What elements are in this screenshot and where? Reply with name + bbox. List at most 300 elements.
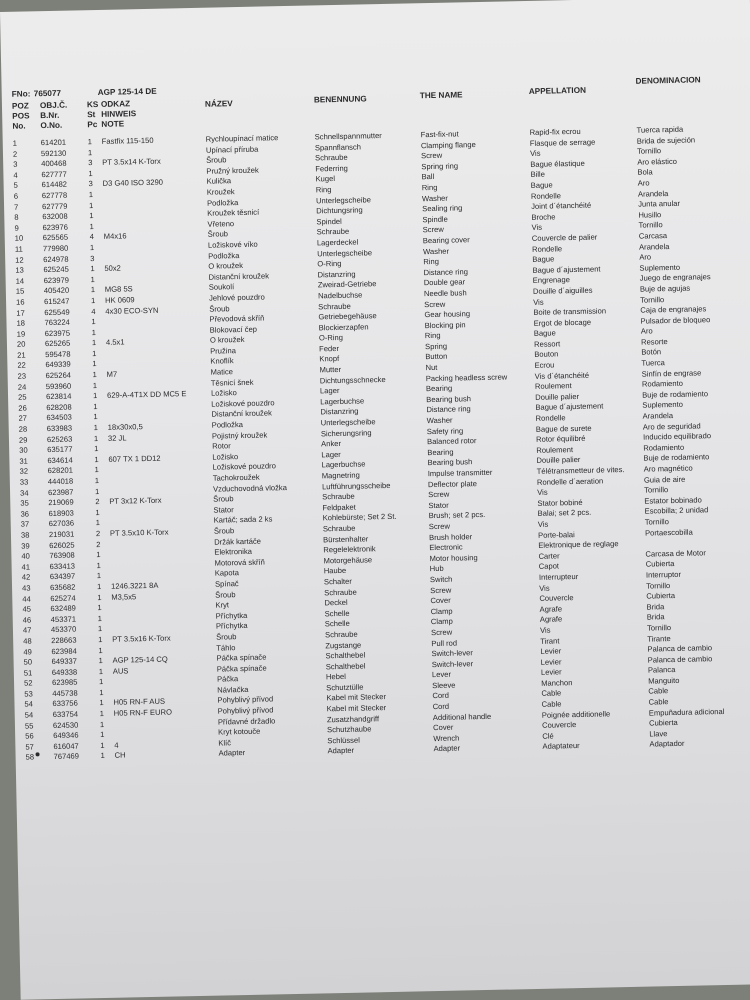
row-name-en: Bearing bush xyxy=(427,457,473,468)
row-quantity: 1 xyxy=(98,677,104,687)
row-name-es: Palanca de cambio xyxy=(647,653,713,665)
row-name-es: Botón xyxy=(641,347,662,358)
row-position: 56 xyxy=(25,731,34,741)
row-position: 35 xyxy=(20,498,29,508)
row-name-cz: Těsnicí šnek xyxy=(210,377,254,388)
row-name-cz: Ložisko xyxy=(212,451,239,462)
row-position: 2 xyxy=(12,149,18,159)
row-name-cz: Stator xyxy=(213,504,234,515)
row-position: 6 xyxy=(13,191,19,201)
row-name-es: Interruptor xyxy=(645,569,682,580)
row-name-de: Schraube xyxy=(325,629,358,640)
row-position: 17 xyxy=(16,308,25,318)
row-position: 14 xyxy=(15,276,25,286)
row-name-cz: Páčka xyxy=(216,674,239,684)
col-ono: O.No. xyxy=(40,120,63,131)
row-quantity: 1 xyxy=(92,380,98,390)
row-name-de: Knopf xyxy=(319,354,340,364)
col-hinweis: HINWEIS xyxy=(101,109,137,119)
row-name-fr: Ressort xyxy=(533,339,561,349)
row-position: 46 xyxy=(22,615,32,625)
row-name-de: Nadelbuchse xyxy=(317,290,363,301)
row-name-fr: Bague élastique xyxy=(530,158,585,169)
row-name-fr: Douille palier xyxy=(536,455,581,466)
row-position: 10 xyxy=(14,233,24,244)
row-note: 32 JL xyxy=(107,433,127,443)
row-name-es: Rodamiento xyxy=(643,442,685,453)
row-part-number: 779980 xyxy=(42,243,69,254)
row-name-fr: Bague xyxy=(530,180,553,190)
row-name-de: Kabel mit Stecker xyxy=(326,692,387,703)
row-name-fr: Manchon xyxy=(541,678,573,688)
row-name-cz: Ložisko xyxy=(210,388,237,398)
row-name-cz: Páčka spínače xyxy=(216,652,267,663)
row-position: 53 xyxy=(24,689,33,699)
row-quantity: 1 xyxy=(99,719,105,729)
row-name-en: Balanced rotor xyxy=(427,436,477,447)
row-part-number: 627777 xyxy=(41,169,67,179)
row-name-en: Spindle xyxy=(422,214,448,224)
row-name-cz: Kryt kotouče xyxy=(218,726,261,737)
row-part-number: 615247 xyxy=(43,296,70,307)
row-name-en: Screw xyxy=(430,585,452,595)
row-quantity: 1 xyxy=(96,571,102,581)
row-name-fr: Elektronique de reglage xyxy=(538,539,619,550)
row-name-es: Inducido equilibrado xyxy=(642,431,712,442)
row-name-es: Guia de aire xyxy=(643,474,686,485)
row-name-es: Portaescobilla xyxy=(644,527,693,538)
row-part-number: 634503 xyxy=(46,413,72,423)
row-position: 9 xyxy=(14,223,19,233)
row-name-en: Additional handle xyxy=(432,711,492,722)
row-position: 38 xyxy=(20,530,30,540)
row-name-de: Distanzring xyxy=(317,269,356,280)
row-name-en: Washer xyxy=(426,415,453,426)
row-note: Fastfix 115-150 xyxy=(101,135,154,146)
row-quantity: 1 xyxy=(99,698,104,708)
row-name-de: Schalthebel xyxy=(325,650,366,661)
row-name-fr: Flasque de serrage xyxy=(529,137,596,148)
row-name-cz: Ložiskové pouzdro xyxy=(211,398,275,409)
row-name-es: Aro elástico xyxy=(637,156,678,167)
row-name-es: Brida de sujeción xyxy=(636,135,696,146)
row-name-es: Junta anular xyxy=(638,198,681,209)
row-name-en: Nut xyxy=(425,362,438,373)
row-name-cz: Kapota xyxy=(214,568,239,578)
row-name-en: Stator xyxy=(428,500,449,510)
row-quantity: 1 xyxy=(95,518,101,528)
row-name-fr: Bague de surete xyxy=(535,423,592,434)
row-name-en: Sleeve xyxy=(432,680,456,690)
row-position: 30 xyxy=(19,445,28,455)
row-quantity: 1 xyxy=(97,603,102,613)
row-quantity: 1 xyxy=(97,624,103,634)
row-part-number: 623985 xyxy=(51,677,78,688)
row-name-es: Tornillo xyxy=(640,294,665,305)
row-name-en: Motor housing xyxy=(429,552,478,563)
row-name-fr: Cable xyxy=(541,699,562,709)
row-name-de: Schutztülle xyxy=(326,682,364,693)
fno-value: 765077 xyxy=(33,88,62,99)
row-name-cz: Kryt xyxy=(215,600,230,610)
row-quantity: 1 xyxy=(94,486,100,496)
row-name-en: Gear housing xyxy=(424,309,471,320)
row-name-cz: Táhlo xyxy=(216,642,236,653)
row-name-en: Hub xyxy=(429,564,444,574)
row-part-number: 445738 xyxy=(52,688,78,698)
row-position: 28 xyxy=(18,424,28,434)
row-name-es: Tornillo xyxy=(636,146,662,156)
row-position: 54 xyxy=(24,710,34,720)
row-name-fr: Levier xyxy=(540,657,562,667)
row-quantity: 1 xyxy=(97,613,103,623)
row-name-cz: Vřeteno xyxy=(207,218,235,229)
row-quantity: 1 xyxy=(93,423,99,433)
row-note: 1246.3221 8A xyxy=(110,580,159,591)
row-part-number: 767469 xyxy=(53,751,80,762)
row-part-number: 628201 xyxy=(47,465,74,476)
row-quantity: 1 xyxy=(96,560,101,570)
row-name-es: Pulsador de bloqueo xyxy=(640,314,711,326)
row-name-fr: Poignée additionelle xyxy=(541,709,611,720)
row-quantity: 1 xyxy=(91,317,96,327)
row-name-fr: Roulement xyxy=(536,444,574,455)
row-name-fr: Bille xyxy=(530,170,545,180)
row-name-en: Screw xyxy=(430,627,453,638)
row-part-number: 614201 xyxy=(40,137,67,148)
row-name-de: Regelelektronik xyxy=(323,544,376,555)
row-position: 11 xyxy=(14,244,23,254)
row-name-es: Buje de rodamiento xyxy=(642,389,709,400)
row-part-number: 625263 xyxy=(46,434,73,444)
row-name-en: Wrench xyxy=(433,733,460,743)
row-part-number: 623814 xyxy=(45,391,72,402)
row-name-cz: Vzduchovodná vložka xyxy=(212,482,287,494)
row-part-number: 634397 xyxy=(49,571,76,582)
row-part-number: 625245 xyxy=(43,264,69,275)
row-name-de: Lagerbuchse xyxy=(320,396,365,407)
fno-label: FNo: xyxy=(11,89,31,99)
row-name-es: Manguito xyxy=(648,675,680,686)
row-note: PT 3.5x10 K-Torx xyxy=(109,527,169,538)
row-name-fr: Levier xyxy=(540,646,562,656)
row-name-de: Schraube xyxy=(322,491,355,502)
row-name-en: Brush; set 2 pcs. xyxy=(428,510,486,521)
row-name-es: Aro xyxy=(639,252,652,262)
row-quantity: 1 xyxy=(98,666,104,676)
row-position: 40 xyxy=(21,551,30,561)
row-name-cz: Podložka xyxy=(208,250,240,261)
row-name-de: Kohlebürste; Set 2 St. xyxy=(322,512,397,523)
row-name-fr: Rapid-fix ecrou xyxy=(529,126,581,137)
col-denominacion: DENOMINACION xyxy=(635,75,701,86)
row-name-cz: Pružina xyxy=(210,346,236,356)
row-position: 16 xyxy=(15,297,25,307)
row-name-es: Arandela xyxy=(637,188,669,199)
row-quantity: 3 xyxy=(88,158,93,168)
row-name-fr: Joint d´étanchéité xyxy=(531,200,592,212)
row-position: 51 xyxy=(23,668,33,678)
row-quantity: 1 xyxy=(93,401,98,411)
row-position: 48 xyxy=(23,636,32,646)
row-name-fr: Engrenage xyxy=(532,275,571,286)
col-pc: Pc xyxy=(87,119,98,130)
row-name-cz: Šroub xyxy=(213,526,235,536)
row-position: 33 xyxy=(19,477,29,487)
row-quantity: 1 xyxy=(98,645,103,655)
row-name-es: Arandela xyxy=(638,241,670,252)
row-name-es: Aro magnético xyxy=(643,463,693,474)
row-name-es: Aro de seguridad xyxy=(642,421,701,432)
row-name-fr: Levier xyxy=(540,667,562,678)
row-name-cz: Distanční kroužek xyxy=(208,271,270,282)
row-name-cz: Šroub xyxy=(216,632,237,642)
row-name-es: Carcasa xyxy=(638,231,668,241)
row-part-number: 634614 xyxy=(47,455,73,465)
row-part-number: 625264 xyxy=(45,370,72,381)
row-name-cz: Šroub xyxy=(207,229,229,240)
row-name-de: Lagerdeckel xyxy=(316,237,359,248)
row-quantity: 1 xyxy=(100,751,105,761)
row-name-cz: Šroub xyxy=(209,303,230,314)
row-note: 50x2 xyxy=(104,263,121,273)
row-name-de: Schalter xyxy=(323,576,352,587)
row-name-es: Tuerca rapida xyxy=(636,124,684,135)
row-name-de: Bürstenhalter xyxy=(323,533,369,544)
row-name-fr: Balai; set 2 pcs. xyxy=(537,508,592,519)
row-name-fr: Rondelle xyxy=(535,413,566,423)
col-note: NOTE xyxy=(101,119,125,129)
row-name-fr: Rondelle d´aeration xyxy=(536,476,604,487)
row-name-fr: Boite de transmission xyxy=(533,306,607,317)
row-name-de: Magnetring xyxy=(321,470,360,481)
row-name-de: Kabel mit Stecker xyxy=(326,703,387,714)
row-name-cz: Matice xyxy=(210,367,234,377)
row-name-es: Suplemento xyxy=(642,400,683,411)
row-name-fr: Agrafe xyxy=(539,614,563,625)
row-name-en: Lever xyxy=(431,669,452,680)
row-part-number: 623976 xyxy=(42,222,68,232)
row-name-de: Dichtungsring xyxy=(316,205,363,216)
row-name-de: Sicherungsring xyxy=(320,427,372,438)
row-position: 21 xyxy=(17,350,26,360)
row-part-number: 649346 xyxy=(53,730,79,741)
row-name-de: Spindel xyxy=(316,216,342,227)
row-name-cz: Kartáč; sada 2 ks xyxy=(213,514,273,526)
row-note: M7 xyxy=(106,369,118,379)
row-name-fr: Tirant xyxy=(540,635,560,646)
row-quantity: 2 xyxy=(95,528,101,539)
row-quantity: 1 xyxy=(89,243,95,253)
row-name-en: Ring xyxy=(421,182,438,193)
row-name-de: Schelle xyxy=(324,619,350,629)
row-name-en: Screw xyxy=(421,150,443,161)
row-position: 15 xyxy=(15,286,25,297)
row-part-number: 625549 xyxy=(44,307,70,317)
row-note: H05 RN-F EURO xyxy=(113,707,173,718)
row-name-cz: Soukolí xyxy=(208,282,235,292)
row-name-de: Unterlegscheibe xyxy=(315,194,371,205)
row-name-de: Zusatzhandgriff xyxy=(326,713,380,724)
row-name-en: Bearing xyxy=(425,383,453,394)
row-name-cz: Šroub xyxy=(206,155,227,165)
row-name-es: Aro xyxy=(640,326,653,336)
row-quantity: 1 xyxy=(92,359,97,369)
row-name-cz: Kroužek xyxy=(206,187,235,197)
row-note: M3,5x5 xyxy=(111,591,137,602)
row-name-en: Screw xyxy=(424,299,446,309)
row-name-es: Palanca de cambio xyxy=(647,643,713,654)
row-quantity: 1 xyxy=(90,264,95,274)
row-part-number: 633754 xyxy=(52,709,79,720)
row-name-es: Tornillo xyxy=(644,485,669,495)
row-name-cz: Spínač xyxy=(214,579,239,589)
row-position: 4 xyxy=(13,170,18,180)
model-name: AGP 125-14 DE xyxy=(97,86,157,97)
row-note: PT 3x12 K-Torx xyxy=(109,495,162,507)
row-name-cz: Přídavné držadlo xyxy=(217,716,276,727)
row-name-es: Resorte xyxy=(640,336,668,347)
row-position: 13 xyxy=(15,265,24,275)
row-quantity: 1 xyxy=(93,433,99,443)
row-part-number: 763908 xyxy=(49,550,75,561)
row-name-es: Tornillo xyxy=(638,220,663,231)
row-name-en: Ring xyxy=(424,331,441,341)
row-part-number: 228663 xyxy=(51,635,77,645)
row-name-de: Deckel xyxy=(324,597,348,608)
row-quantity: 1 xyxy=(87,147,93,157)
row-part-number: 632489 xyxy=(50,603,76,614)
row-name-cz: Distanční kroužek xyxy=(211,408,272,420)
row-note: H05 RN-F AUS xyxy=(113,697,166,708)
row-name-es: Escobilla; 2 unidad xyxy=(644,505,709,516)
row-part-number: 633756 xyxy=(52,698,78,709)
row-name-fr: Roulement xyxy=(534,381,572,392)
row-name-es: Bola xyxy=(637,167,653,178)
row-name-cz: Podložka xyxy=(206,197,239,208)
row-part-number: 635682 xyxy=(49,582,76,593)
row-name-de: Mutter xyxy=(319,364,342,375)
row-position: 41 xyxy=(21,562,31,572)
row-name-cz: Pružný kroužek xyxy=(206,165,259,176)
row-position: 50 xyxy=(23,657,33,667)
row-name-es: Llave xyxy=(649,729,668,739)
row-name-es: Husillo xyxy=(638,209,662,220)
row-part-number: 649338 xyxy=(51,667,78,677)
row-quantity: 1 xyxy=(98,634,103,644)
row-position: 24 xyxy=(17,382,27,392)
row-quantity: 1 xyxy=(94,476,100,486)
row-position: 58 xyxy=(25,752,35,763)
row-name-en: Clamping flange xyxy=(420,139,476,150)
row-note: M4x16 xyxy=(103,231,127,242)
row-name-fr: Vis xyxy=(531,223,543,233)
row-note: PT 3.5x14 K-Torx xyxy=(102,156,161,168)
row-name-es: Cubierta xyxy=(645,559,675,569)
row-name-fr: Bague xyxy=(533,328,556,339)
row-name-es: Brida xyxy=(646,612,665,622)
row-part-number: 623975 xyxy=(44,328,71,338)
row-name-fr: Vis xyxy=(533,297,544,307)
row-name-cz: Podložka xyxy=(211,420,244,430)
row-name-cz: Příchytka xyxy=(215,610,248,621)
row-quantity: 1 xyxy=(89,221,94,231)
row-part-number: 453370 xyxy=(50,624,77,635)
row-name-cz: Pohyblivý přívod xyxy=(217,705,274,716)
row-position: 32 xyxy=(19,466,29,477)
row-name-es: Adaptador xyxy=(649,739,685,749)
row-name-fr: Couvercle de palier xyxy=(531,232,598,243)
row-name-es: Buje de rodamiento xyxy=(643,452,710,464)
row-name-de: Schutzhaube xyxy=(327,724,372,735)
row-name-es: Estator bobinado xyxy=(644,495,702,506)
row-part-number: 763224 xyxy=(44,317,70,328)
row-part-number: 628208 xyxy=(46,402,72,412)
row-quantity: 4 xyxy=(91,306,96,316)
row-name-de: Zweirad-Getriebe xyxy=(317,279,377,290)
row-name-en: Screw xyxy=(428,521,451,532)
row-name-cz: Tachokroužek xyxy=(212,472,260,483)
row-name-cz: Ložiskové víko xyxy=(207,239,258,250)
row-name-de: Lager xyxy=(321,449,341,460)
row-note: MG8 5S xyxy=(104,284,133,295)
row-quantity: 1 xyxy=(89,211,94,221)
row-name-de: Schraube xyxy=(324,587,357,597)
row-name-cz: Rychloupínací matice xyxy=(205,133,279,144)
row-name-en: Cord xyxy=(432,701,450,712)
row-name-en: Spring xyxy=(425,341,448,352)
row-name-cz: Ložiskové pouzdro xyxy=(212,461,276,473)
row-name-de: Anker xyxy=(321,439,342,449)
row-part-number: 627779 xyxy=(41,201,68,211)
row-quantity: 1 xyxy=(88,168,93,178)
row-position: 20 xyxy=(16,339,26,349)
row-name-de: Lagerbuchse xyxy=(321,459,366,470)
row-name-cz: Držák kartáče xyxy=(214,536,262,547)
row-part-number: 649339 xyxy=(45,360,71,370)
row-name-de: Spannflansch xyxy=(314,142,362,153)
row-name-fr: Porte-balai xyxy=(537,529,575,540)
row-name-cz: Šroub xyxy=(215,589,236,600)
row-name-en: Screw xyxy=(422,225,444,235)
col-benennung: BENENNUNG xyxy=(313,94,367,105)
row-position: 45 xyxy=(22,604,32,614)
row-name-cz: Motorová skříň xyxy=(214,557,265,568)
row-name-de: Zugstange xyxy=(325,640,362,650)
row-position: 25 xyxy=(17,392,27,402)
row-name-fr: Agrafe xyxy=(539,604,563,614)
row-name-cz: Elektronika xyxy=(214,546,253,557)
row-name-fr: Broche xyxy=(531,212,556,222)
row-name-en: Safety ring xyxy=(426,426,464,436)
row-position: 7 xyxy=(13,202,19,212)
row-part-number: 625274 xyxy=(50,593,76,603)
row-name-en: Pull rod xyxy=(431,638,458,648)
row-name-de: Schraube xyxy=(315,152,348,163)
row-name-fr: Rotor équilibré xyxy=(535,434,586,445)
row-name-de: O-Ring xyxy=(317,259,342,269)
row-position: 47 xyxy=(22,625,32,635)
row-note: CH xyxy=(114,750,126,761)
row-name-de: Luftführungsscheibe xyxy=(321,480,391,491)
row-name-de: O-Ring xyxy=(318,333,344,343)
row-name-cz: O kroužek xyxy=(209,335,245,345)
row-name-cz: O kroužek xyxy=(208,261,244,271)
row-name-de: Unterlegscheibe xyxy=(317,247,373,258)
row-part-number: 623979 xyxy=(43,275,70,285)
row-name-cz: Šroub xyxy=(213,494,234,504)
row-name-de: Kugel xyxy=(315,174,336,184)
